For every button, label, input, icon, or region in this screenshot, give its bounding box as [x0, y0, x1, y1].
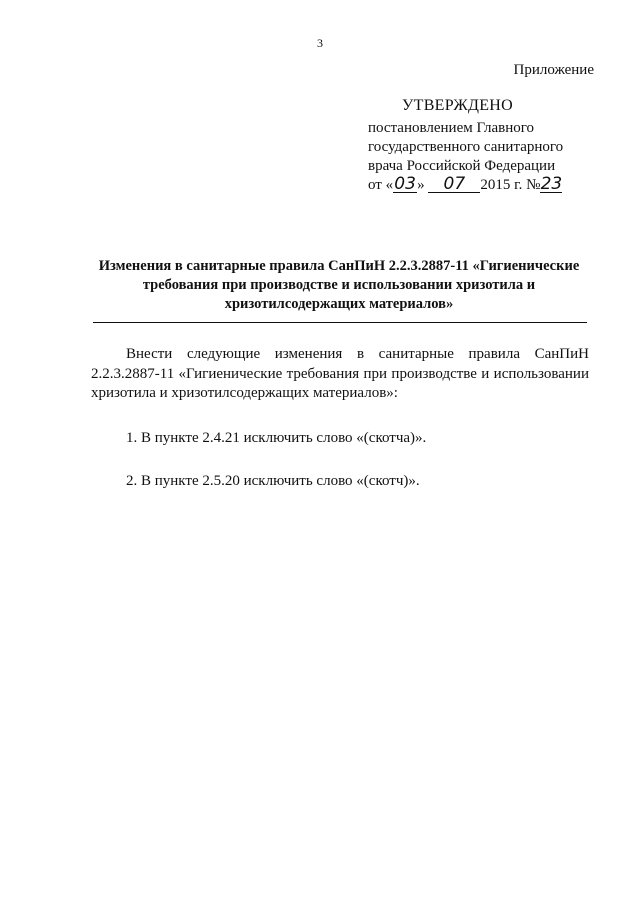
approval-heading: УТВЕРЖДЕНО — [402, 97, 514, 114]
intro-paragraph: Внести следующие изменения в санитарные правила СанПиН 2.2.3.2887-11 «Гигиенические требования при производстве и использовании хризотила и хризотилсодержащих материалов»: — [91, 346, 589, 401]
date-close-quote: » — [417, 177, 425, 193]
handwritten-day: 03 — [394, 174, 416, 194]
list-item: 2. В пункте 2.5.20 исключить слово «(скотч)». — [126, 473, 420, 489]
approval-line-3: врача Российской Федерации — [368, 158, 556, 174]
approval-date-line — [368, 176, 563, 195]
handwritten-month: 07 — [428, 176, 480, 193]
appendix-label: Приложение — [513, 62, 594, 78]
approval-block — [368, 96, 563, 195]
approval-line-1: постановлением Главного — [368, 120, 535, 136]
handwritten-doc-number: 23 — [540, 174, 563, 194]
list-item: 1. В пункте 2.4.21 исключить слово «(скотча)». — [126, 429, 427, 446]
title-underline — [93, 322, 587, 323]
date-prefix: от « — [368, 177, 394, 193]
page-number: 3 — [317, 36, 323, 50]
date-year-text: 2015 г. № — [480, 177, 541, 193]
document-body — [91, 345, 589, 492]
document-title: Изменения в санитарные правила СанПиН 2.2.3.2887-11 «Гигиенические требования при производстве и использовании хризотила и хризотилсодержащих материалов» — [98, 258, 580, 312]
approval-line-2: государственного санитарного — [368, 139, 564, 155]
